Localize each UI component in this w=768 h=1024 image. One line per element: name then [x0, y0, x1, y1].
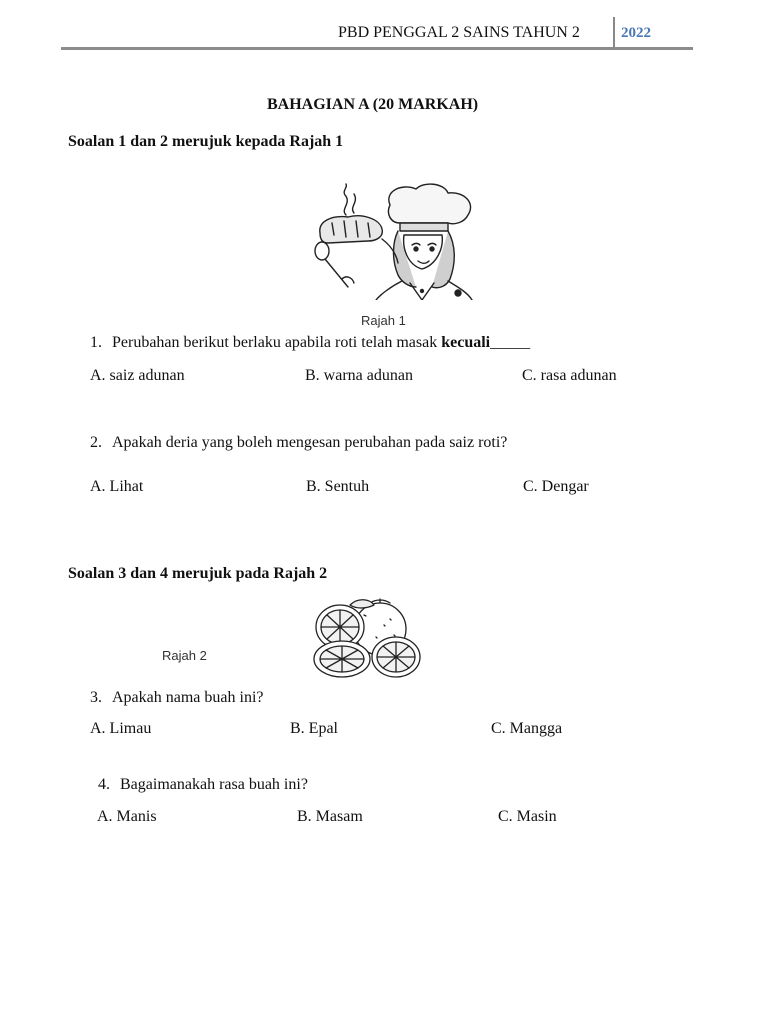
question-1-number: 1.: [90, 334, 102, 351]
rajah2-caption: Rajah 2: [162, 648, 207, 663]
header-year: 2022: [621, 25, 651, 41]
chef-with-bread-illustration: [298, 183, 498, 300]
header-separator: [613, 17, 615, 49]
group1-intro: Soalan 1 dan 2 merujuk kepada Rajah 1: [68, 133, 344, 150]
q1-option-a: A. saiz adunan: [90, 367, 185, 384]
question-4: [98, 776, 308, 794]
question-2-number: 2.: [90, 434, 102, 451]
section-heading: BAHAGIAN A (20 MARKAH): [267, 96, 479, 113]
group2-intro: Soalan 3 dan 4 merujuk pada Rajah 2: [68, 565, 328, 582]
question-3: [90, 689, 264, 707]
q3-option-c: C. Mangga: [491, 720, 563, 737]
question-2: [90, 434, 507, 452]
q1-option-b: B. warna adunan: [305, 367, 413, 384]
q2-option-b: B. Sentuh: [306, 478, 370, 495]
question-2-text: Apakah deria yang boleh mengesan perubahan pada saiz roti?: [112, 434, 508, 451]
question-1: [90, 334, 530, 352]
q4-option-b: B. Masam: [297, 808, 363, 825]
question-3-number: 3.: [90, 689, 102, 706]
question-4-text: Bagaimanakah rasa buah ini?: [120, 776, 308, 793]
q1-option-c: C. rasa adunan: [522, 367, 617, 384]
q2-option-a: A. Lihat: [90, 478, 144, 495]
q4-option-a: A. Manis: [97, 808, 157, 825]
question-3-text: Apakah nama buah ini?: [112, 689, 264, 706]
question-1-text: Perubahan berikut berlaku apabila roti telah masak: [112, 334, 442, 351]
q2-option-c: C. Dengar: [523, 478, 589, 495]
question-4-number: 4.: [98, 776, 110, 793]
question-1-blank: _____: [490, 334, 531, 351]
oranges-illustration: [310, 597, 424, 679]
question-1-emphasis: kecuali: [441, 334, 491, 351]
header-rule: [61, 47, 693, 50]
q3-option-a: A. Limau: [90, 720, 152, 737]
q3-option-b: B. Epal: [290, 720, 338, 737]
rajah1-caption: Rajah 1: [361, 313, 406, 328]
header-title: PBD PENGGAL 2 SAINS TAHUN 2: [338, 24, 580, 41]
q4-option-c: C. Masin: [498, 808, 557, 825]
